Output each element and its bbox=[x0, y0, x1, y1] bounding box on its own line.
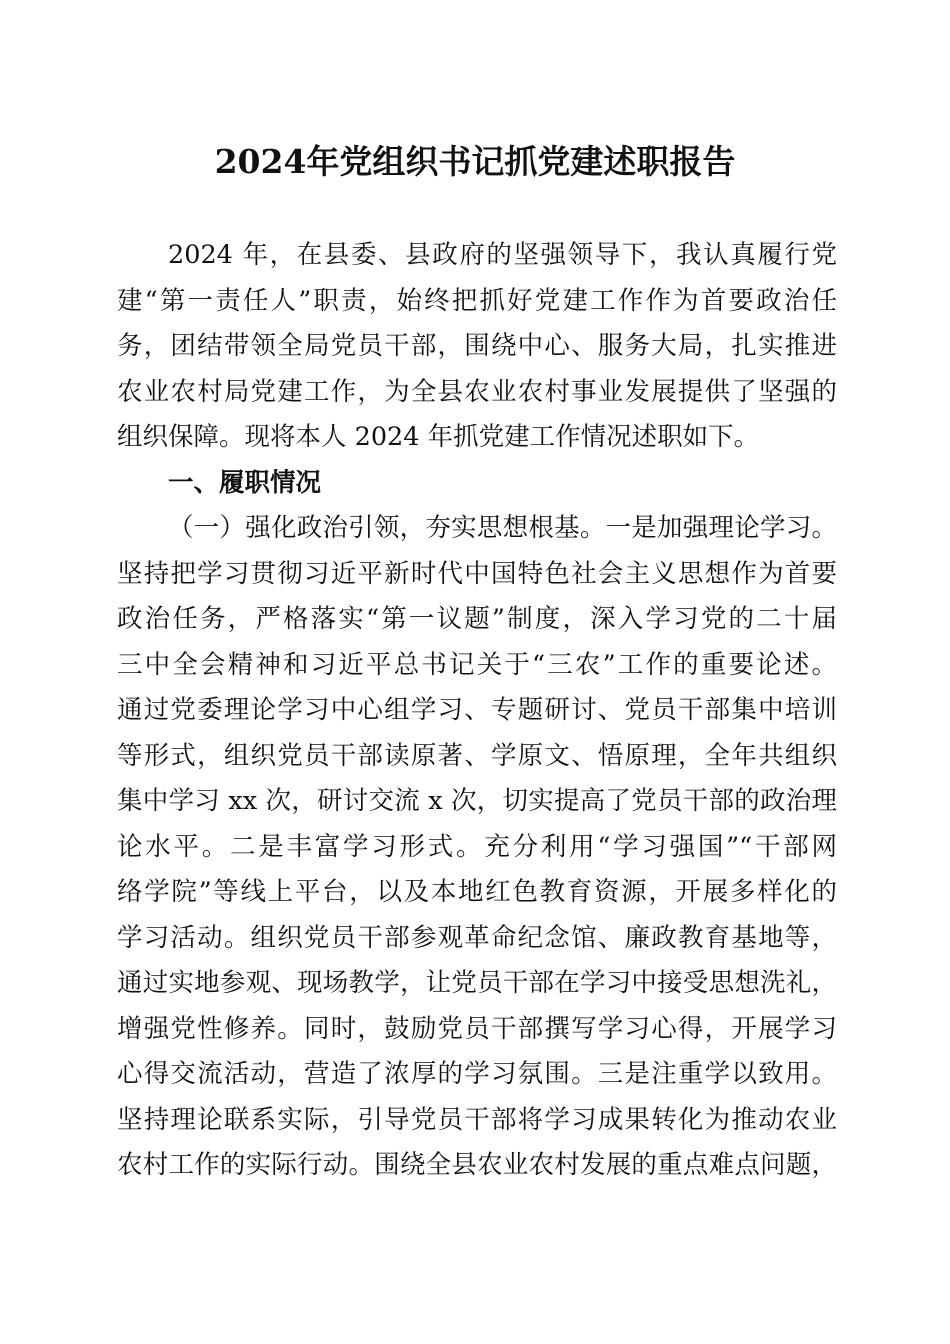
paragraph-line: 增强党性修养。同时，鼓励党员干部撰写学习心得，开展学习 bbox=[117, 1013, 837, 1044]
section-heading: 一、履职情况 bbox=[168, 467, 322, 498]
paragraph-line: 通过党委理论学习中心组学习、专题研讨、党员干部集中培训 bbox=[117, 695, 837, 725]
paragraph-line: 心得交流活动，营造了浓厚的学习氛围。三是注重学以致用。 bbox=[117, 1059, 837, 1089]
paragraph-line: 学习活动。组织党员干部参观革命纪念馆、廉政教育基地等， bbox=[117, 922, 837, 953]
paragraph-line: 农业农村局党建工作，为全县农业农村事业发展提供了坚强的 bbox=[117, 376, 837, 407]
paragraph-line: 坚持把学习贯彻习近平新时代中国特色社会主义思想作为首要 bbox=[117, 558, 837, 589]
body-paragraph bbox=[117, 506, 837, 1189]
paragraph-line: 组织保障。现将本人 2024 年抓党建工作情况述职如下。 bbox=[117, 422, 760, 452]
paragraph-line: 2024 年，在县委、县政府的坚强领导下，我认真履行党 bbox=[168, 240, 837, 270]
paragraph-line: 络学院”等线上平台，以及本地红色教育资源，开展多样化的 bbox=[117, 877, 837, 907]
paragraph-line: 等形式，组织党员干部读原著、学原文、悟原理，全年共组织 bbox=[117, 740, 837, 771]
paragraph-line: 通过实地参观、现场教学，让党员干部在学习中接受思想洗礼， bbox=[117, 968, 837, 998]
document-body bbox=[117, 233, 837, 1189]
paragraph-line: 建“第一责任人”职责，始终把抓好党建工作作为首要政治任 bbox=[117, 285, 837, 316]
document-title: 2024年党组织书记抓党建述职报告 bbox=[214, 142, 736, 181]
paragraph-line: 政治任务，严格落实“第一议题”制度，深入学习党的二十届 bbox=[117, 604, 837, 634]
intro-paragraph bbox=[117, 233, 837, 461]
paragraph-line: 坚持理论联系实际，引导党员干部将学习成果转化为推动农业 bbox=[117, 1104, 837, 1135]
paragraph-line: 集中学习 xx 次，研讨交流 x 次，切实提高了党员干部的政治理 bbox=[117, 786, 837, 816]
paragraph-line: 三中全会精神和习近平总书记关于“三农”工作的重要论述。 bbox=[117, 649, 837, 680]
paragraph-line: （一）强化政治引领，夯实思想根基。一是加强理论学习。 bbox=[168, 513, 837, 543]
paragraph-line: 务，团结带领全局党员干部，围绕中心、服务大局，扎实推进 bbox=[117, 331, 837, 361]
paragraph-line: 农村工作的实际行动。围绕全县农业农村发展的重点难点问题， bbox=[117, 1150, 837, 1180]
paragraph-line: 论水平。二是丰富学习形式。充分利用“学习强国”“干部网 bbox=[117, 831, 837, 862]
